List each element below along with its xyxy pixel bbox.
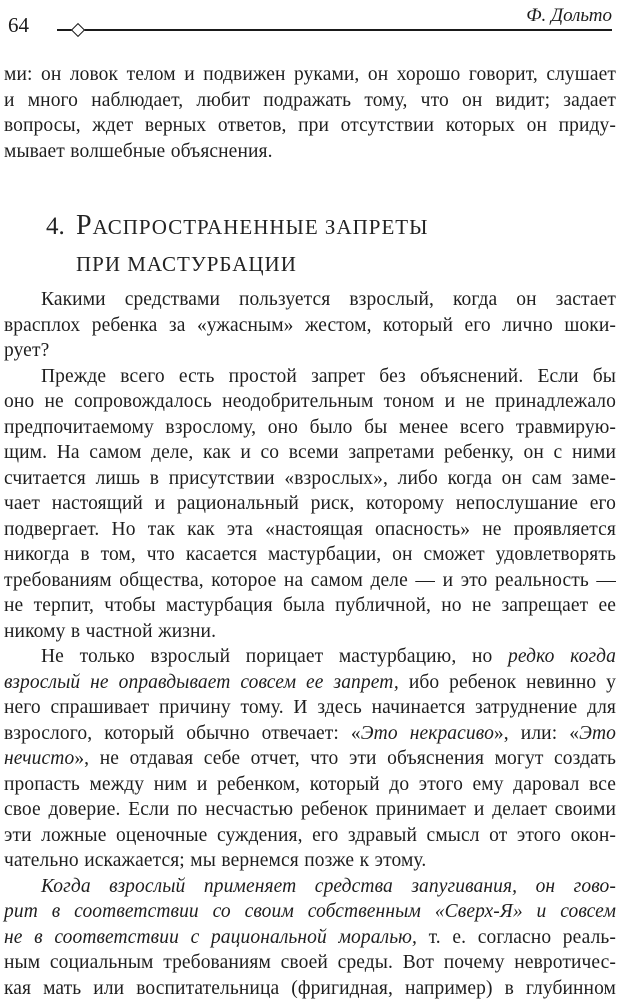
text-segment: него спрашивает причину тому. И здесь начинается затруднение для	[4, 697, 616, 718]
text-segment: эти ложные оценочные суждения, его здравый смысл от этого окон-	[4, 824, 616, 846]
paragraph-group-main	[4, 287, 616, 1001]
text-segment: вопросы, ждет верных ответов, при отсутствии которых он приду-	[4, 115, 616, 136]
text-line	[4, 568, 616, 594]
text-line	[4, 287, 616, 313]
text-line	[4, 950, 616, 976]
text-line	[4, 364, 616, 390]
paragraph	[4, 62, 616, 164]
text-segment: свое доверие. Если по несчастью ребенок принимает и делает своими	[4, 799, 616, 820]
text-line	[4, 670, 616, 696]
text-segment: никому в частной жизни.	[4, 620, 217, 642]
text-segment: чает настоящий и рациональный риск, которому непослушание его	[4, 493, 616, 514]
text-line	[4, 797, 616, 823]
section-number: 4.	[46, 213, 65, 240]
text-segment: взрослого, который обычно отвечает: «	[4, 722, 361, 744]
text-line	[4, 823, 616, 849]
text-line	[4, 695, 616, 721]
diamond-ornament-icon	[71, 23, 85, 37]
italic-text-segment: Это	[579, 722, 617, 744]
page-number: 64	[8, 13, 29, 37]
italic-text-segment: рит в соответствии со своим собственным «Сверх-Я» и совсем	[4, 901, 616, 922]
text-line	[4, 466, 616, 492]
text-line	[4, 848, 616, 874]
paragraph	[4, 644, 616, 874]
italic-text-segment: нечисто	[4, 748, 75, 769]
text-line	[4, 389, 616, 415]
italic-text-segment: Это некрасиво	[360, 722, 494, 744]
text-line	[4, 899, 616, 925]
text-line	[4, 517, 616, 543]
text-segment: чательно искажается; мы вернемся позже к этому.	[4, 850, 427, 871]
section-title-initial: Р	[76, 210, 93, 241]
text-segment: врасплох ребенка за «ужасным» жестом, который его лично шоки-	[4, 314, 616, 336]
section-heading-line1	[46, 207, 616, 246]
text-segment: т. е. согласно реаль-	[417, 926, 616, 948]
text-segment: требованиям общества, которое на самом деле — и это реальность —	[4, 569, 616, 591]
text-segment: ибо ребенок невинно у	[398, 671, 617, 693]
page-header	[0, 0, 620, 56]
text-segment: предпочитаемому взрослому, оно было бы менее всего травмирую-	[4, 416, 616, 438]
text-segment: никогда в том, что касается мастурбации, он сможет удовлетворять	[4, 544, 616, 565]
text-segment: мывает волшебные объяснения.	[4, 140, 273, 162]
text-line	[4, 62, 616, 88]
italic-text-segment: не в соответствии с рациональной моралью,	[4, 926, 417, 948]
page-content	[4, 62, 616, 1001]
section-title-rest: АСПРОСТРАНЕННЫЕ ЗАПРЕТЫ	[92, 215, 429, 239]
section-heading	[46, 207, 616, 283]
italic-text-segment: Когда взрослый применяет средства запугивания, он гово-	[41, 875, 616, 897]
text-segment: ным социальным требованиям своей среды. Вот почему невротичес-	[4, 952, 616, 973]
text-segment: ми: он ловок телом и подвижен руками, он хорошо говорит, слушает	[4, 64, 616, 85]
text-segment: », не отдавая себе отчет, что эти объяснения могут создать	[74, 748, 616, 769]
text-line	[4, 491, 616, 517]
text-segment: Какими средствами пользуется взрослый, когда он застает	[41, 289, 616, 310]
text-line	[4, 721, 616, 747]
paragraph	[4, 287, 616, 364]
italic-text-segment: взрослый не оправдывает совсем ее запрет,	[4, 671, 399, 693]
text-line	[4, 542, 616, 568]
text-segment: », или: «	[493, 722, 580, 744]
text-segment: пропасть между ним и ребенком, который до этого ему даровал все	[4, 773, 616, 795]
section-heading-line2: ПРИ МАСТУРБАЦИИ	[76, 252, 297, 276]
text-line	[4, 772, 616, 798]
text-segment: подвергает. Но так как эта «настоящая опасность» не проявляется	[4, 518, 616, 540]
text-line	[4, 88, 616, 114]
text-segment: рует?	[4, 340, 50, 361]
text-line	[4, 644, 616, 670]
text-segment: Прежде всего есть простой запрет без объяснений. Если бы	[41, 365, 616, 387]
text-segment: оно не сопровождалось неодобрительным тоном и не принадлежало	[4, 391, 616, 412]
author-name: Ф. Дольто	[526, 5, 612, 26]
text-segment: считается лишь в присутствии «взрослых», либо когда он сам заме-	[4, 467, 616, 489]
text-line	[4, 139, 616, 165]
text-line	[4, 874, 616, 900]
italic-text-segment: редко когда	[508, 646, 616, 667]
paragraph	[4, 364, 616, 645]
paragraph	[4, 874, 616, 1001]
text-line	[4, 440, 616, 466]
text-line	[4, 113, 616, 139]
text-line	[4, 746, 616, 772]
text-line	[4, 925, 616, 951]
paragraph-group-top	[4, 62, 616, 164]
text-line	[4, 619, 616, 645]
text-segment: кая мать или воспитательница (фригидная, например) в глубинном	[4, 977, 616, 999]
text-segment: щим. На самом деле, как и со всеми запретами ребенку, он с ними	[4, 442, 616, 463]
text-line	[4, 338, 616, 364]
text-line	[4, 593, 616, 619]
text-segment: не терпит, чтобы мастурбация была публичной, но не запрещает ее	[4, 595, 616, 616]
text-segment: и много наблюдает, любит подражать тому, что он видит; задает	[4, 89, 616, 111]
text-line	[4, 415, 616, 441]
text-line	[4, 976, 616, 1001]
header-rule	[57, 29, 612, 31]
text-line	[4, 313, 616, 339]
text-segment: Не только взрослый порицает мастурбацию, но	[41, 646, 509, 667]
